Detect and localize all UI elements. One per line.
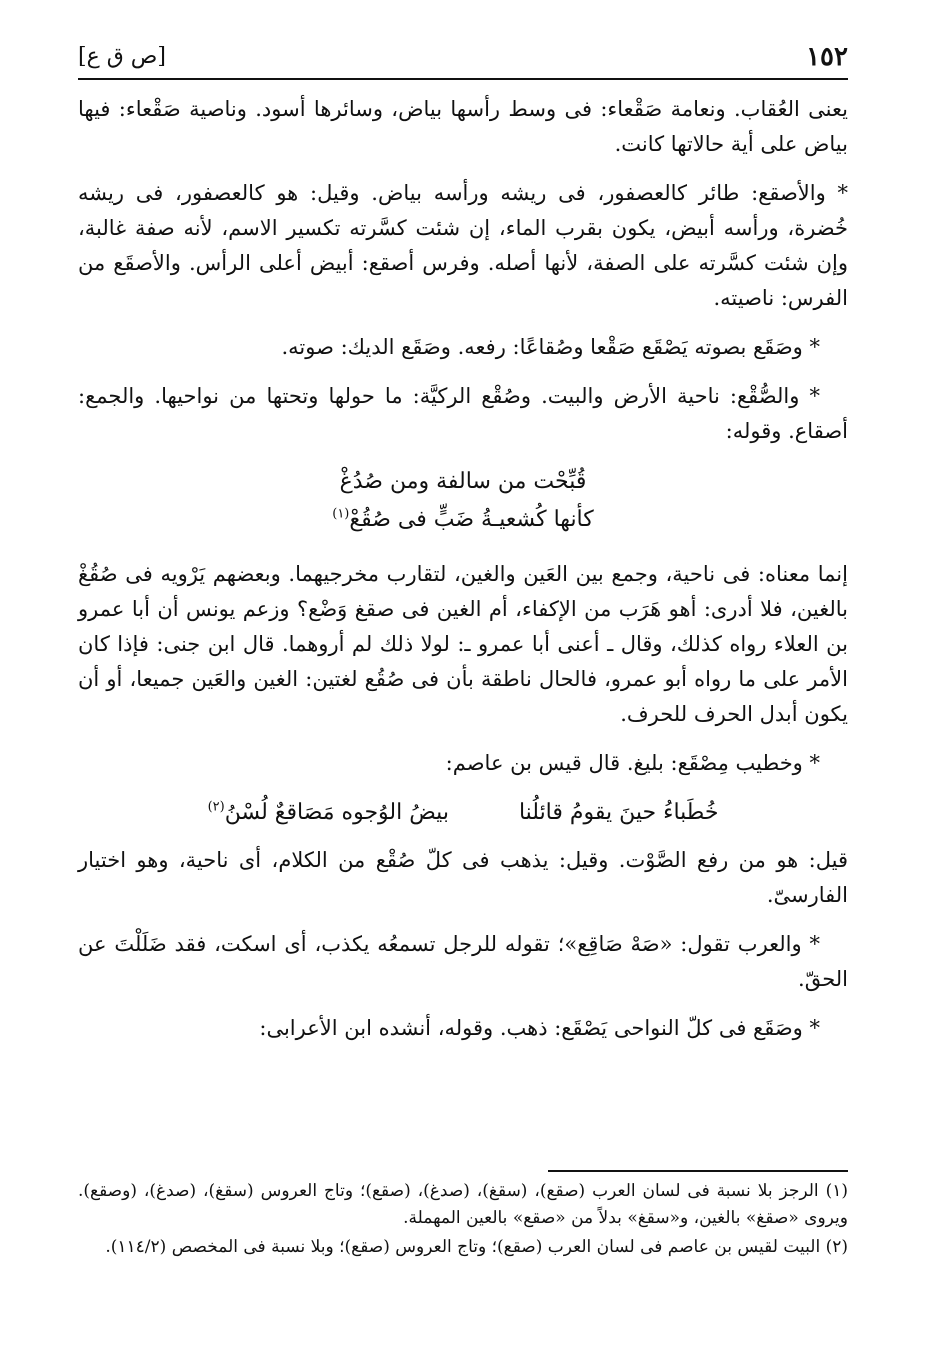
running-head: [ص ق ع] xyxy=(78,44,166,69)
footnote-ref-2: (٢) xyxy=(207,799,225,815)
header-rule xyxy=(78,78,848,80)
verse-hemistich-2-wrap xyxy=(208,795,449,831)
main-text xyxy=(78,92,848,1060)
footnote-1: (١) الرجز بلا نسبة فى لسان العرب (صقع)، (سقغ)، (صدغ)، (صقع)؛ وتاج العروس (سقغ)، (صدغ)، (وصقع). ويروى «صقغ» بالغين، و«سقغ» بدلاً من «صقع» بالعين المهملة. xyxy=(78,1181,848,1228)
poem-block xyxy=(78,463,848,539)
verse-hemistich-1: خُطَباءُ حينَ يقومُ قائلُنا xyxy=(518,800,719,825)
poem-line-2 xyxy=(78,501,848,539)
paragraph-7: قيل: هو من رفع الصَّوْت. وقيل: يذهب فى كلّ صُقْع من الكلام، أى ناحية، وهو اختيار الفارسىّ. xyxy=(78,848,848,907)
paragraph-4: * والصُّقْع: ناحية الأرض والبيت. وصُقْع الركيَّة: ما حولها وتحتها من نواحيها. والجمع: أصقاع. وقوله: xyxy=(78,384,848,443)
paragraph-1: يعنى العُقاب. ونعامة صَقْعاء: فى وسط رأسها بياض، وسائرها أسود. وناصية صَقْعاء: فيها بياض على أية حالاتها كانت. xyxy=(78,97,848,156)
poem-line-2-text: كأنها كُشعيـةُ ضَبٍّ فى صُقُعْ xyxy=(349,507,594,532)
verse-hemistich-2: بيضُ الوُجوه مَصَاقعٌ لُسْنُ xyxy=(224,800,449,825)
paragraph-3: * وصَقَع بصوته يَصْقَع صَقْعا وصُقاعًا: رفعه. وصَقَع الديك: صوته. xyxy=(281,335,820,359)
poem-line-1: قُبِّحْت من سالفة ومن صُدُغْ xyxy=(339,469,587,494)
footnote-rule xyxy=(548,1170,848,1172)
paragraph-6: * وخطيب مِصْقَع: بليغ. قال قيس بن عاصم: xyxy=(445,751,820,775)
verse-block xyxy=(78,795,848,831)
paragraph-2: * والأصقع: طائر كالعصفور، فى ريشه ورأسه بياض. وقيل: هو كالعصفور، فى ريشه خُضرة، ورأسه أبيض، يكون بقرب الماء، إن شئت كسَّرته تكسير الاسم، لأنه صفة غالبة، وإن شئت كسَّرته على الصفة، لأنها أصله. وفرس أصقع: أبيض أعلى الرأس. والأصقَع من الفرس: ناصيته. xyxy=(78,181,848,310)
paragraph-8: * والعرب تقول: «صَهْ صَاقِع»؛ تقوله للرجل تسمعُه يكذب، أى اسكت، فقد ضَلَلْتَ عن الحقّ. xyxy=(78,932,848,991)
footnotes xyxy=(78,1178,848,1263)
footnote-2: (٢) البيت لقيس بن عاصم فى لسان العرب (صقع)؛ وتاج العروس (صقع)؛ وبلا نسبة فى المخصص (١١٤/٢). xyxy=(105,1237,848,1257)
paragraph-5: إنما معناه: فى ناحية، وجمع بين العَين والغين، لتقارب مخرجيهما. وبعضهم يَرْويه فى صُقُغْ بالغين، فلا أدرى: أهو هَرَب من الإكفاء، أم الغين فى صقغ وَضْع؟ وزعم يونس أن أبا عمرو بن العلاء رواه كذلك، وقال ـ أعنى أبا عمرو ـ: لولا ذلك لم أروهما. قال ابن جنى: فإذا كان الأمر على ما رواه أبو عمرو، فالحال ناطقة بأن فى صُقُع لغتين: الغين والعَين جميعا، أو أن يكون أبدل الحرف للحرف. xyxy=(78,562,848,726)
page-number: ١٥٢ xyxy=(806,42,848,72)
page-header xyxy=(78,40,848,80)
footnote-ref-1: (١) xyxy=(332,506,350,522)
paragraph-9: * وصَقَع فى كلّ النواحى يَصْقَع: ذهب. وقوله، أنشده ابن الأعرابى: xyxy=(259,1016,820,1040)
